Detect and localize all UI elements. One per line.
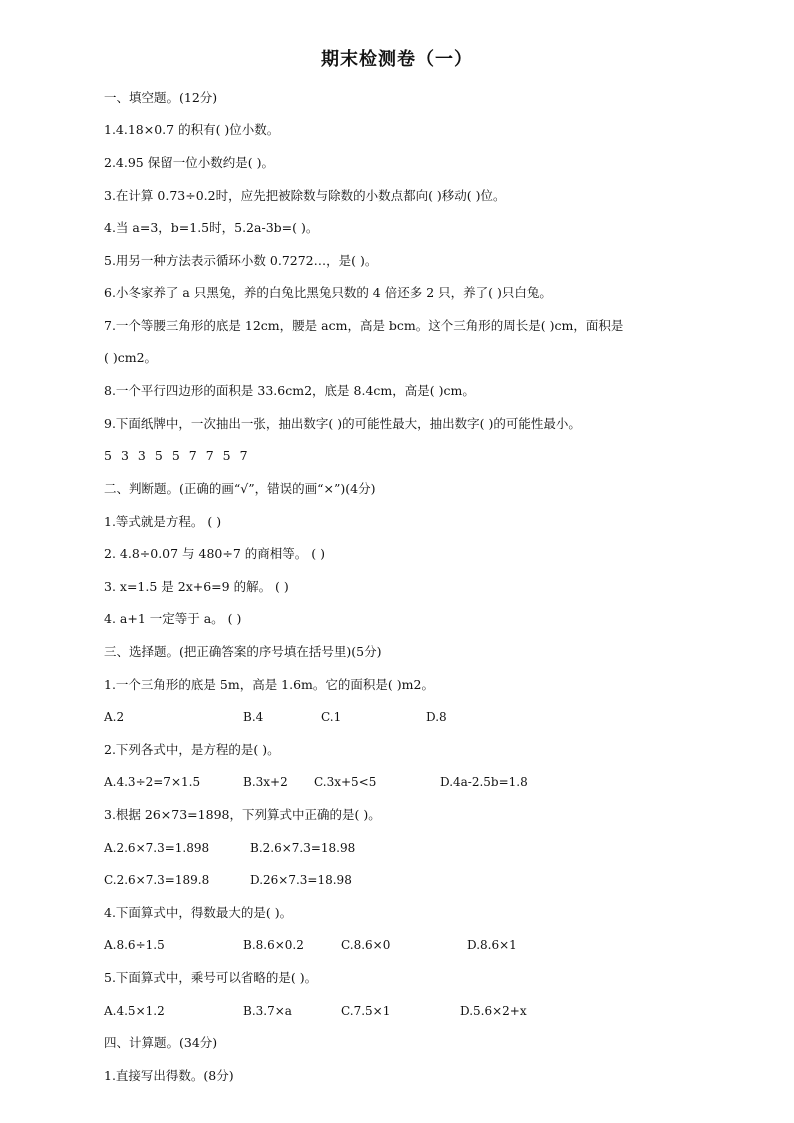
question-text: 1.一个三角形的底是 5m，高是 1.6m。它的面积是( )m2。 [104, 677, 434, 692]
section-header-calculation: 四、计算题。(34分) [104, 1035, 218, 1050]
card-number: 7 [239, 448, 248, 463]
question-text: 4. a+1 一定等于 a。 ( ) [104, 611, 242, 626]
question-text: 2.4.95 保留一位小数约是( )。 [104, 155, 274, 170]
option-a: A.8.6÷1.5 [104, 938, 165, 952]
section-header-fill-in: 一、填空题。(12分) [104, 90, 218, 105]
card-number: 7 [188, 448, 197, 463]
option-d: D.8.6×1 [467, 938, 517, 952]
card-number: 3 [137, 448, 146, 463]
question-text: 4.当 a=3，b=1.5时，5.2a-3b=( )。 [104, 220, 319, 235]
question-text: 1.直接写出得数。(8分) [104, 1068, 234, 1083]
question-text: ( )cm2。 [104, 350, 158, 365]
option-d: D.5.6×2+x [460, 1004, 527, 1018]
option-b: B.2.6×7.3=18.98 [250, 841, 356, 855]
question-text: 6.小冬家养了 a 只黑兔，养的白兔比黑兔只数的 4 倍还多 2 只，养了( )只白兔。 [104, 285, 552, 300]
page-title: 期末检测卷（一） [321, 49, 473, 70]
question-text: 3.在计算 0.73÷0.2时，应先把被除数与除数的小数点都向( )移动( )位。 [104, 188, 506, 203]
question-text: 8.一个平行四边形的面积是 33.6cm2，底是 8.4cm，高是( )cm。 [104, 383, 475, 398]
card-number: 5 [104, 448, 112, 463]
option-c: C.7.5×1 [341, 1004, 391, 1018]
question-text: 7.一个等腰三角形的底是 12cm，腰是 acm，高是 bcm。这个三角形的周长是( )cm，面积是 [104, 318, 624, 333]
option-b: B.8.6×0.2 [243, 938, 304, 952]
option-d: D.26×7.3=18.98 [250, 873, 352, 887]
option-c: C.1 [321, 710, 342, 724]
option-b: B.4 [243, 710, 264, 724]
question-text: 1.等式就是方程。 ( ) [104, 514, 222, 529]
card-number: 3 [120, 448, 129, 463]
question-text: 5.下面算式中，乘号可以省略的是( )。 [104, 970, 318, 985]
option-c: C.8.6×0 [341, 938, 391, 952]
option-d: D.4a-2.5b=1.8 [440, 775, 528, 789]
option-d: D.8 [426, 710, 447, 724]
card-number: 5 [154, 448, 163, 463]
question-text: 3.根据 26×73=1898，下列算式中正确的是( )。 [104, 807, 381, 822]
card-numbers [104, 447, 257, 465]
question-text: 5.用另一种方法表示循环小数 0.7272…，是( )。 [104, 253, 378, 268]
question-text: 9.下面纸牌中，一次抽出一张，抽出数字( )的可能性最大，抽出数字( )的可能性最小。 [104, 416, 581, 431]
question-text: 2.下列各式中，是方程的是( )。 [104, 742, 280, 757]
question-text: 1.4.18×0.7 的积有( )位小数。 [104, 122, 280, 137]
section-header-multiple-choice: 三、选择题。(把正确答案的序号填在括号里)(5分) [104, 644, 382, 659]
option-a: A.4.5×1.2 [104, 1004, 165, 1018]
card-number: 7 [205, 448, 214, 463]
card-number: 5 [171, 448, 180, 463]
card-number: 5 [222, 448, 231, 463]
question-text: 2. 4.8÷0.07 与 480÷7 的商相等。 ( ) [104, 546, 325, 561]
option-a: A.4.3÷2=7×1.5 [104, 775, 201, 789]
question-text: 4.下面算式中，得数最大的是( )。 [104, 905, 293, 920]
question-text: 3. x=1.5 是 2x+6=9 的解。 ( ) [104, 579, 289, 594]
option-b: B.3x+2 [243, 775, 288, 789]
option-a: A.2.6×7.3=1.898 [104, 841, 210, 855]
section-header-true-false: 二、判断题。(正确的画“√”，错误的画“×”)(4分) [104, 481, 376, 496]
option-c: C.3x+5<5 [314, 775, 377, 789]
option-b: B.3.7×a [243, 1004, 292, 1018]
option-a: A.2 [104, 710, 125, 724]
option-c: C.2.6×7.3=189.8 [104, 873, 210, 887]
